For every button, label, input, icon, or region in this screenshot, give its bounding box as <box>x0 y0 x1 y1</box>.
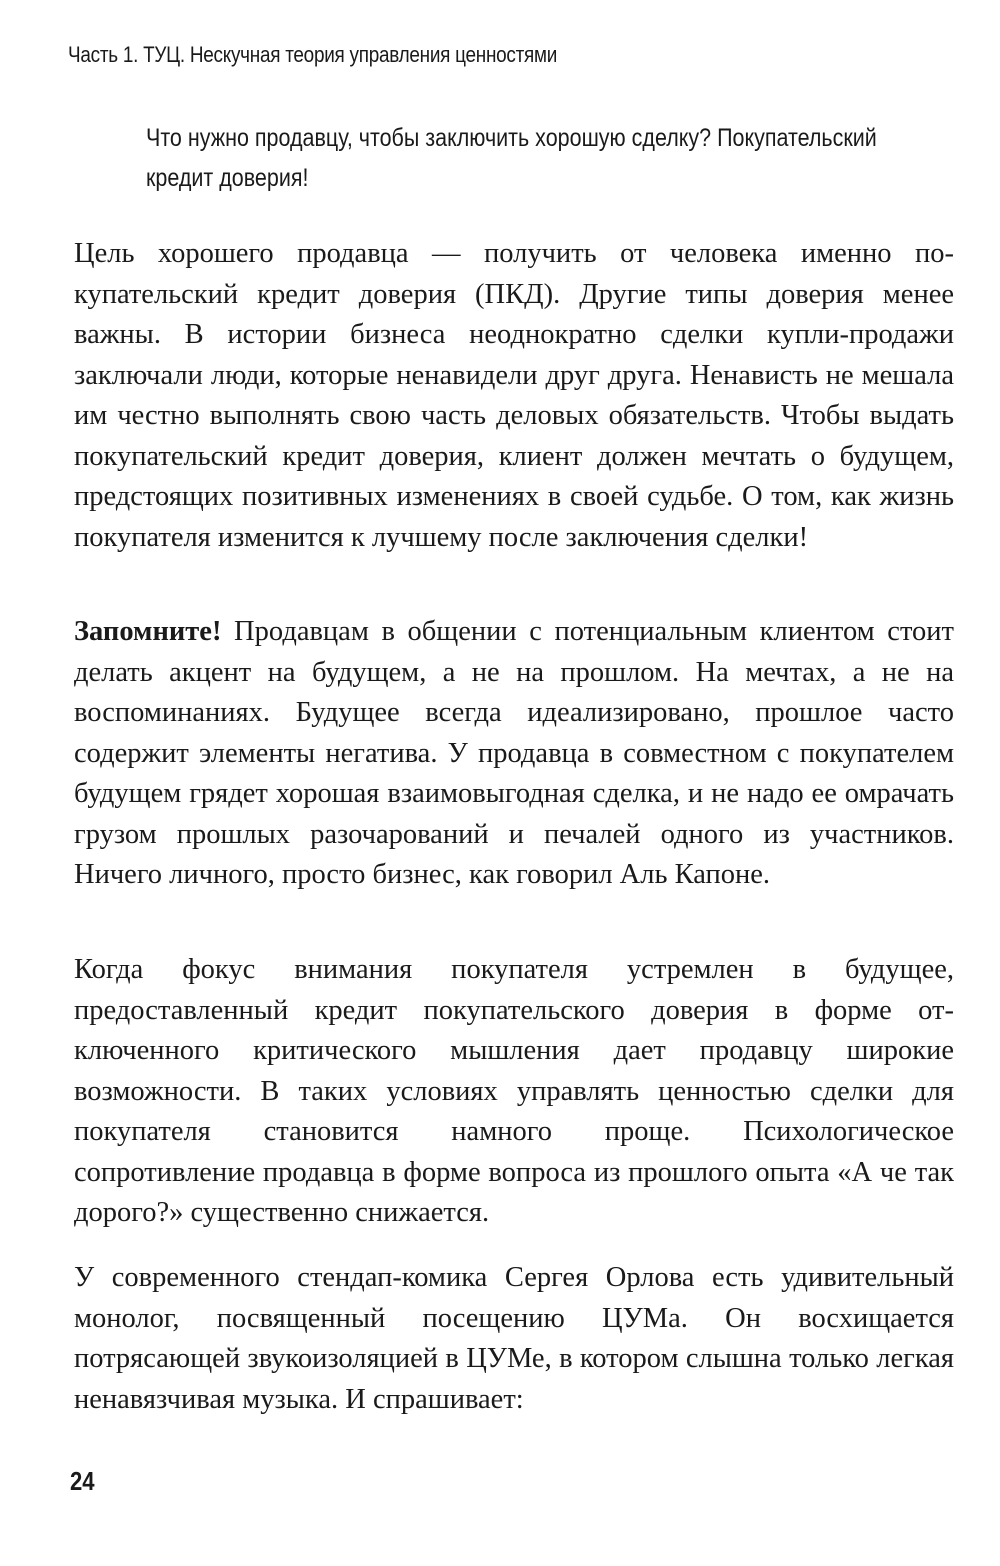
running-head: Часть 1. ТУЦ. Нескучная теория управления ценностями <box>68 42 558 67</box>
paragraph-4: У современного стендап-комика Сергея Орлова есть удивительный монолог, посвященный посещению ЦУМа. Он восхищается потрясающей звукоизоляцией в ЦУМе, в котором слышна только легкая ненавязчивая музыка. И спрашивает: <box>74 1262 954 1415</box>
paragraph-1: Цель хорошего продавца — получить от человека именно покупательский кредит доверия (ПКД). Другие типы доверия менее важны. В истории бизнеса неоднократно сделки купли-продажи заключали люди, которые ненавидели друг друга. Ненависть не мешала им честно выполнять свою часть деловых обязательств. Чтобы выдать покупательский кредит доверия, клиент должен мечтать о будущем, предстоящих позитивных изменениях в своей судьбе. О том, как жизнь покупателя изменится к лучшему после заключения сделки! <box>74 238 954 553</box>
paragraph-2 <box>74 612 954 896</box>
paragraph-3: Когда фокус внимания покупателя устремлен в будущее, предоставленный кредит покупательского доверия в форме отключенного критического мышления дает продавцу широкие возможности. В таких условиях управлять ценностью сделки для покупателя становится намного проще. Психологическое сопротивление продавца в форме вопроса из прошлого опыта «А че так дорого?» существенно снижается. <box>74 954 954 1228</box>
remember-label: Запомните! <box>74 616 222 647</box>
paragraph-2-text: Продавцам в общении с потенциальным клиентом стоит делать акцент на будущем, а не на прошлом. На мечтах, а не на воспоминаниях. Будущее всегда идеализировано, прошлое часто содержит элементы негатива. У продавца в совместном с покупателем будущем грядет хорошая взаимовыгодная сделка, и не надо ее омрачать грузом прошлых разочарований и печалей одного из участников. Ничего личного, просто бизнес, как говорил Аль Капоне. <box>74 616 954 890</box>
lead-question: Что нужно продавцу, чтобы заключить хорошую сделку? Покупательский кредит доверия! <box>146 124 877 192</box>
page-number: 24 <box>70 1466 95 1496</box>
